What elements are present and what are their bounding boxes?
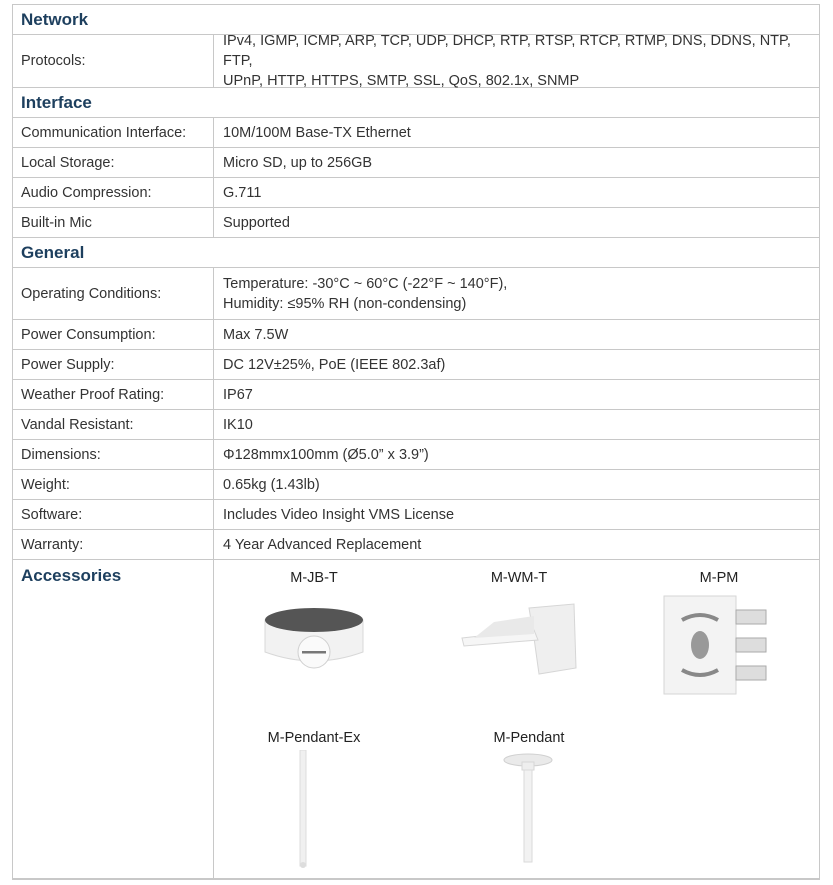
pendant-mount-icon [484, 750, 574, 870]
accessories-grid [214, 560, 819, 878]
spec-label: Audio Compression: [13, 178, 214, 207]
accessory-item-m-jb-t [244, 570, 384, 680]
accessory-name: M-Pendant-Ex [267, 730, 361, 746]
spec-row-communication-interface [13, 118, 819, 148]
spec-label: Dimensions: [13, 440, 214, 469]
spec-label: Weather Proof Rating: [13, 380, 214, 409]
section-header-interface: Interface [13, 88, 819, 118]
spec-value [214, 268, 819, 319]
pendant-extension-icon [284, 750, 344, 870]
spec-value: Micro SD, up to 256GB [223, 154, 373, 171]
spec-value: Supported [223, 214, 290, 231]
spec-value-line: Humidity: ≤95% RH (non-condensing) [223, 295, 467, 312]
spec-row-vandal-resistant [13, 410, 819, 440]
spec-row-local-storage [13, 148, 819, 178]
accessory-item-m-wm-t [449, 570, 589, 680]
spec-value [214, 35, 819, 87]
spec-row-operating-conditions [13, 268, 819, 320]
spec-label: Built-in Mic [13, 208, 214, 237]
accessory-item-m-pendant-ex [254, 730, 374, 870]
accessories-section [13, 560, 819, 878]
spec-value-line: IPv4, IGMP, ICMP, ARP, TCP, UDP, DHCP, RTP, RTSP, RTCP, RTMP, DNS, DDNS, NTP, FTP, [223, 33, 791, 69]
spec-value-line: UPnP, HTTP, HTTPS, SMTP, SSL, QoS, 802.1x, SNMP [223, 73, 580, 89]
spec-label: Weight: [13, 470, 214, 499]
spec-row-power-supply [13, 350, 819, 380]
spec-value: Includes Video Insight VMS License [223, 506, 455, 523]
spec-row-weight [13, 470, 819, 500]
accessory-name: M-JB-T [290, 570, 338, 586]
spec-value: IK10 [223, 416, 253, 433]
spec-value-line: Temperature: -30°C ~ 60°C (-22°F ~ 140°F), [223, 275, 508, 292]
section-header-network: Network [13, 5, 819, 35]
section-header-general: General [13, 238, 819, 268]
spec-row-built-in-mic [13, 208, 819, 238]
junction-box-icon [259, 590, 369, 680]
spec-value: G.711 [223, 184, 262, 201]
spec-label: Local Storage: [13, 148, 214, 177]
spec-row-dimensions [13, 440, 819, 470]
spec-row-warranty [13, 530, 819, 560]
pole-mount-icon [654, 590, 784, 700]
spec-row-software [13, 500, 819, 530]
spec-label: Warranty: [13, 530, 214, 559]
spec-value: DC 12V±25%, PoE (IEEE 802.3af) [223, 356, 446, 373]
section-header-accessories: Accessories [13, 560, 214, 878]
accessory-name: M-Pendant [493, 730, 565, 746]
spec-row-power-consumption [13, 320, 819, 350]
spec-label: Power Consumption: [13, 320, 214, 349]
accessory-item-m-pendant [469, 730, 589, 870]
spec-row-audio-compression [13, 178, 819, 208]
accessory-name: M-PM [699, 570, 739, 586]
spec-sheet-table [12, 4, 820, 880]
spec-value: 4 Year Advanced Replacement [223, 536, 422, 553]
wall-mount-icon [454, 590, 584, 680]
accessory-item-m-pm [644, 570, 794, 700]
spec-label: Protocols: [13, 35, 214, 87]
spec-row-weather-proof-rating [13, 380, 819, 410]
spec-row-protocols [13, 35, 819, 88]
spec-value: IP67 [223, 386, 253, 403]
spec-value: Max 7.5W [223, 326, 289, 343]
spec-label: Software: [13, 500, 214, 529]
spec-label: Power Supply: [13, 350, 214, 379]
spec-value: Φ128mmx100mm (Ø5.0” x 3.9”) [223, 446, 429, 463]
spec-value: 0.65kg (1.43lb) [223, 476, 320, 493]
spec-label: Operating Conditions: [13, 268, 214, 319]
spec-label: Communication Interface: [13, 118, 214, 147]
spec-label: Vandal Resistant: [13, 410, 214, 439]
accessory-name: M-WM-T [490, 570, 548, 586]
spec-value: 10M/100M Base-TX Ethernet [223, 124, 411, 141]
